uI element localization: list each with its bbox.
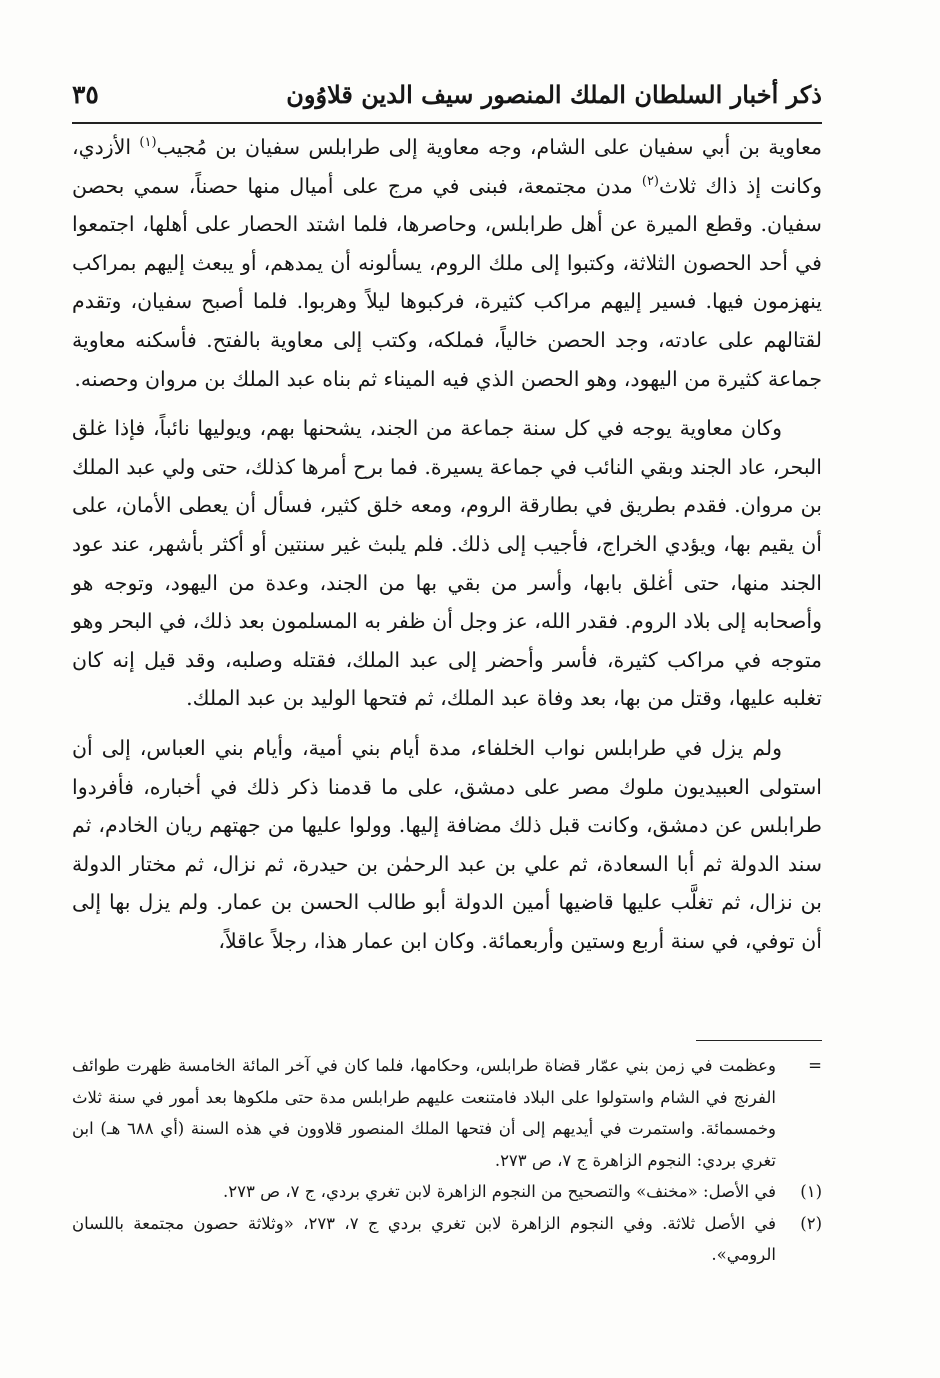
header-rule (72, 122, 822, 124)
paragraph-1-part-a: معاوية بن أبي سفيان على الشام، وجه معاوية إلى طرابلس سفيان بن مُجيب (156, 135, 822, 159)
footnote-ref-2: (٢) (641, 173, 659, 189)
footnote-continued (72, 1050, 822, 1176)
paragraph-1 (72, 128, 822, 398)
footnote-continued-text: وعظمت في زمن بني عمّار قضاة طرابلس، وحكامها، فلما كان في آخر المائة الخامسة ظهرت طوائف الفرنج في الشام واستولوا على البلاد فامتنعت عليهم طرابلس مدة حتى ملكوها بعد أمور في سنة ثلاث وخمسمائة. واستمرت في أيديهم إلى أن فتحها الملك المنصور قلاوون في هذه السنة (أي ٦٨٨ هـ) ابن تغري بردي: النجوم الزاهرة ج ٧، ص ٢٧٣. (72, 1056, 777, 1170)
footnote-continued-marker: = (808, 1056, 822, 1075)
page-header (72, 78, 822, 122)
paragraph-3: ولم يزل في طرابلس نواب الخلفاء، مدة أيام بني أمية، وأيام بني العباس، إلى أن استولى العبيديون ملوك مصر على دمشق، على ما قدمنا ذكر ذلك في أخباره، فأفردوا طرابلس عن دمشق، وكانت قبل ذلك مضافة إليها. وولوا عليها من جهتهم ريان الخادم، ثم سند الدولة ثم أبا السعادة، ثم علي بن عبد الرحمٰن بن حيدرة، ثم نزال، ثم مختار الدولة بن نزال، ثم تغلَّب عليها قاضيها أمين الدولة أبو طالب الحسن بن عمار. ولم يزل بها إلى أن توفي، في سنة أربع وستين وأربعمائة. وكان ابن عمار هذا، رجلاً عاقلاً، (72, 735, 822, 953)
paragraph-1-part-c: مدن مجتمعة، فبنى في مرج على أميال منها حصناً، سمي بحصن سفيان. وقطع الميرة عن أهل طرابلس، وحاصرها، فلما اشتد الحصار على أهلها، اجتمعوا في أحد الحصون الثلاثة، وكتبوا إلى ملك الروم، يسألونه أن يمدهم، أو يبعث إليهم بمراكب ينهزمون فيها. فسير إليهم مراكب كثيرة، فركبوها ليلاً وهربوا. فلما أصبح سفيان، وتقدم لقتالهم على عادته، وجد الحصن خالياً، فملكه، وكتب إلى معاوية بالفتح. فأسكنه معاوية جماعة كثيرة من اليهود، وهو الحصن الذي فيه الميناء ثم بناه عبد الملك بن مروان وحصنه. (72, 173, 822, 391)
footnote-1 (72, 1176, 822, 1208)
running-title: ذكر أخبار السلطان الملك المنصور سيف الدين قلاوُون (286, 80, 822, 109)
page-number: ٣٥ (72, 80, 99, 109)
paragraph-1-part-b: الأزدي، وكانت إذ ذاك ثلاث (72, 135, 822, 198)
footnote-2 (72, 1208, 822, 1271)
paragraph-2: وكان معاوية يوجه في كل سنة جماعة من الجند، يشحنها بهم، ويوليها نائباً، فإذا غلق البحر، عاد الجند وبقي النائب في جماعة يسيرة. فما برح أمرها كذلك، حتى ولي عبد الملك بن مروان. فقدم بطريق في بطارقة الروم، ومعه خلق كثير، فسأل أن يعطى الأمان، على أن يقيم بها، ويؤدي الخراج، فأجيب إلى ذلك. فلم يلبث غير سنتين أو أكثر بأشهر، عند عود الجند منها، حتى أغلق بابها، وأسر من بقي بها من الجند، وعدة من اليهود، وتوجه هو وأصحابه إلى بلاد الروم. فقدر الله، عز وجل أن ظفر به المسلمون بعد ذلك، في البحر وهو متوجه في مراكب كثيرة، فأسر وأحضر إلى عبد الملك، فقتله وصلبه، وقد قيل إنه كان تغلبه عليها، وقتل من بها، بعد وفاة عبد الملك، ثم فتحها الوليد بن عبد الملك. (72, 416, 822, 711)
footnote-separator (696, 1040, 822, 1041)
footnote-1-text: في الأصل: «مخنف» والتصحيح من النجوم الزاهرة لابن تغري بردي، ج ٧، ص ٢٧٣. (223, 1182, 776, 1201)
footnote-2-text: في الأصل ثلاثة. وفي النجوم الزاهرة لابن تغري بردي ج ٧، ٢٧٣، «وثلاثة حصون مجتمعة باللسان الرومي». (72, 1213, 777, 1264)
footnotes (72, 1050, 822, 1271)
main-text (72, 128, 822, 971)
footnote-ref-1: (١) (139, 135, 157, 151)
footnote-2-marker: (٢) (800, 1213, 822, 1233)
footnote-1-marker: (١) (800, 1182, 822, 1201)
